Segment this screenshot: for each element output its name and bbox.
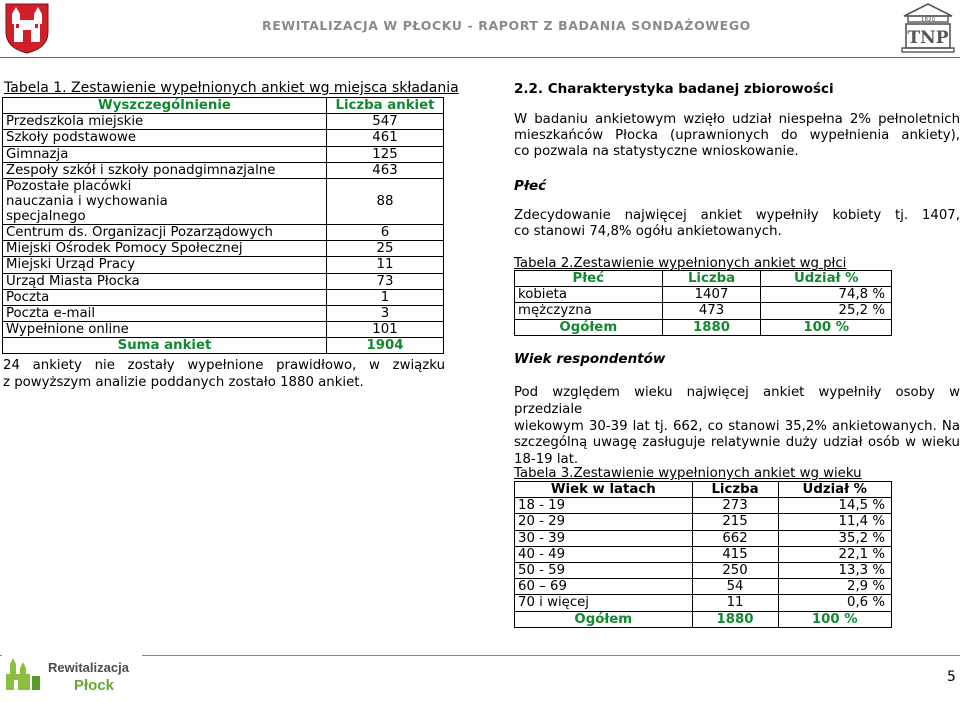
table1-value: 88 [327,178,444,224]
table3-cell: 20 - 29 [515,514,693,530]
table1-caption-text: Zestawienie wypełnionych ankiet wg miejsca składania [66,80,459,96]
table3-cell: 60 – 69 [515,579,693,595]
table1-label: Urząd Miasta Płocka [3,273,327,289]
plock-crest-icon [4,2,50,54]
table3-header-cell: Wiek w latach [515,482,693,498]
age-subheading: Wiek respondentów [514,351,666,367]
table1-value: 125 [327,146,444,162]
table-row [3,162,444,178]
tnp-logo-year: 1820 [921,17,935,23]
table1-label: Szkoły podstawowe [3,130,327,146]
table2-cell: kobieta [515,287,663,303]
paragraph-line: Pod względem wieku najwięcej ankiet wypełniły osoby w przedziale [514,385,960,417]
table3-cell: 415 [692,546,778,562]
table3-total-cell: 100 % [778,611,891,627]
table3-total-row [515,611,892,627]
table-row [515,546,892,562]
table1-label: Centrum ds. Organizacji Pozarządowych [3,224,327,240]
table2-cell: mężczyzna [515,303,663,319]
paragraph-line: szczególną uwagę zasługuje relatywnie duży udział osób w wieku [514,435,960,451]
tnp-logo-icon [900,2,956,54]
table1-label: Poczta e-mail [3,305,327,321]
table2-total-row [515,319,892,335]
table3-caption [514,466,862,481]
table2-caption-label: Tabela 2. [514,256,574,271]
paragraph-line: co stanowi 74,8% ogółu ankietowanych. [514,224,782,239]
table-row [3,114,444,130]
table1-caption [4,80,459,96]
gender-paragraph [514,208,960,240]
table1-sum-value: 1904 [327,338,444,354]
table3-cell: 22,1 % [778,546,891,562]
page-number: 5 [947,669,956,685]
table-row [3,273,444,289]
table3-cell: 50 - 59 [515,562,693,578]
table-row [3,178,444,224]
table1-label: Miejski Urząd Pracy [3,257,327,273]
table-row [515,562,892,578]
table3-cell: 215 [692,514,778,530]
table3-cell: 0,6 % [778,595,891,611]
table3-cell: 250 [692,562,778,578]
invalid-surveys-note [3,358,445,391]
table-row [515,498,892,514]
table1-value: 73 [327,273,444,289]
age-paragraph [514,385,960,469]
table2-gender [514,270,892,336]
table3-cell: 70 i więcej [515,595,693,611]
table2-caption [514,256,846,271]
table1-value: 25 [327,241,444,257]
table3-caption-text: Zestawienie wypełnionych ankiet wg wieku [573,466,862,481]
section-heading: 2.2. Charakterystyka badanej zbiorowości [514,81,834,97]
table-row [515,514,892,530]
table1-label: Zespoły szkół i szkoły ponadgimnazjalne [3,162,327,178]
footer-logo-line2: Płock [74,677,115,694]
table1-label: Poczta [3,289,327,305]
table1-sum-label: Suma ankiet [3,338,327,354]
paragraph-line: wiekowym 30-39 lat tj. 662, co stanowi 35,2% ankietowanych. Na [514,418,960,434]
table1-header-row [3,98,444,114]
table3-cell: 2,9 % [778,579,891,595]
table2-header-row [515,271,892,287]
table-row [515,530,892,546]
table1-label: Przedszkola miejskie [3,114,327,130]
footer-divider [0,655,960,656]
table3-cell: 11,4 % [778,514,891,530]
table-row [515,595,892,611]
table3-cell: 14,5 % [778,498,891,514]
gender-subheading: Płeć [514,178,547,194]
table1-label: Gimnazja [3,146,327,162]
table3-cell: 11 [692,595,778,611]
table3-header-cell: Liczba [692,482,778,498]
table3-caption-label: Tabela 3. [514,466,574,481]
table-row [515,579,892,595]
table-row [3,289,444,305]
table-row [3,257,444,273]
table2-total-cell: Ogółem [515,319,663,335]
table3-total-cell: Ogółem [515,611,693,627]
table1-caption-label: Tabela 1. [4,80,67,96]
table-row [515,287,892,303]
table2-cell: 25,2 % [761,303,892,319]
table3-header-row [515,482,892,498]
table1-value: 461 [327,130,444,146]
table1-value: 6 [327,224,444,240]
paragraph-line: co pozwala na statystyczne wnioskowanie. [514,144,799,159]
table-row [3,241,444,257]
table1-label: Miejski Ośrodek Pomocy Społecznej [3,241,327,257]
table2-total-cell: 100 % [761,319,892,335]
table3-cell: 18 - 19 [515,498,693,514]
table2-caption-text: Zestawienie wypełnionych ankiet wg płci [573,256,847,271]
table1-sum-row [3,338,444,354]
table1-value: 1 [327,289,444,305]
table1-value: 463 [327,162,444,178]
header-divider [0,57,960,58]
table1-label: Pozostałe placówki nauczania i wychowania specjalnego [3,178,327,224]
table-row [3,224,444,240]
paragraph-line: W badaniu ankietowym wzięło udział niespełna 2% pełnoletnich [514,112,960,127]
table-row [3,305,444,321]
tnp-logo-text: TNP [907,28,949,48]
table3-cell: 273 [692,498,778,514]
table2-total-cell: 1880 [662,319,761,335]
intro-paragraph [514,112,960,160]
table3-cell: 30 - 39 [515,530,693,546]
note-line: z powyższym analizie poddanych zostało 1880 ankiet. [3,374,364,390]
note-line: 24 ankiety nie zostały wypełnione prawidłowo, w związku [3,358,445,373]
table1-submission-places [2,97,444,354]
table2-cell: 473 [662,303,761,319]
footer-logo-line1: Rewitalizacja [48,660,129,675]
table3-header-cell: Udział % [778,482,891,498]
table3-age [514,481,892,628]
table1-header-cell: Wyszczególnienie [3,98,327,114]
table1-header-cell: Liczba ankiet [327,98,444,114]
paragraph-line: 18-19 lat. [514,452,579,468]
table1-label: Wypełnione online [3,322,327,338]
table2-header-cell: Liczba [662,271,761,287]
table2-cell: 74,8 % [761,287,892,303]
table1-value: 3 [327,305,444,321]
table3-total-cell: 1880 [692,611,778,627]
table2-cell: 1407 [662,287,761,303]
paragraph-line: Zdecydowanie najwięcej ankiet wypełniły kobiety tj. 1407, [514,208,960,223]
table1-value: 547 [327,114,444,130]
rewitalizacja-plock-logo-icon [2,650,142,698]
table3-cell: 662 [692,530,778,546]
table3-cell: 40 - 49 [515,546,693,562]
table3-cell: 13,3 % [778,562,891,578]
table-row [3,130,444,146]
paragraph-line: mieszkańców Płocka (uprawnionych do wypełnienia ankiety), [514,128,960,143]
table1-value: 11 [327,257,444,273]
table1-value: 101 [327,322,444,338]
table2-header-cell: Płeć [515,271,663,287]
table-row [3,322,444,338]
table3-cell: 54 [692,579,778,595]
table2-header-cell: Udział % [761,271,892,287]
table-row [3,146,444,162]
table-row [515,303,892,319]
table3-cell: 35,2 % [778,530,891,546]
header-title: REWITALIZACJA W PŁOCKU - RAPORT Z BADANIA SONDAŻOWEGO [262,18,751,33]
